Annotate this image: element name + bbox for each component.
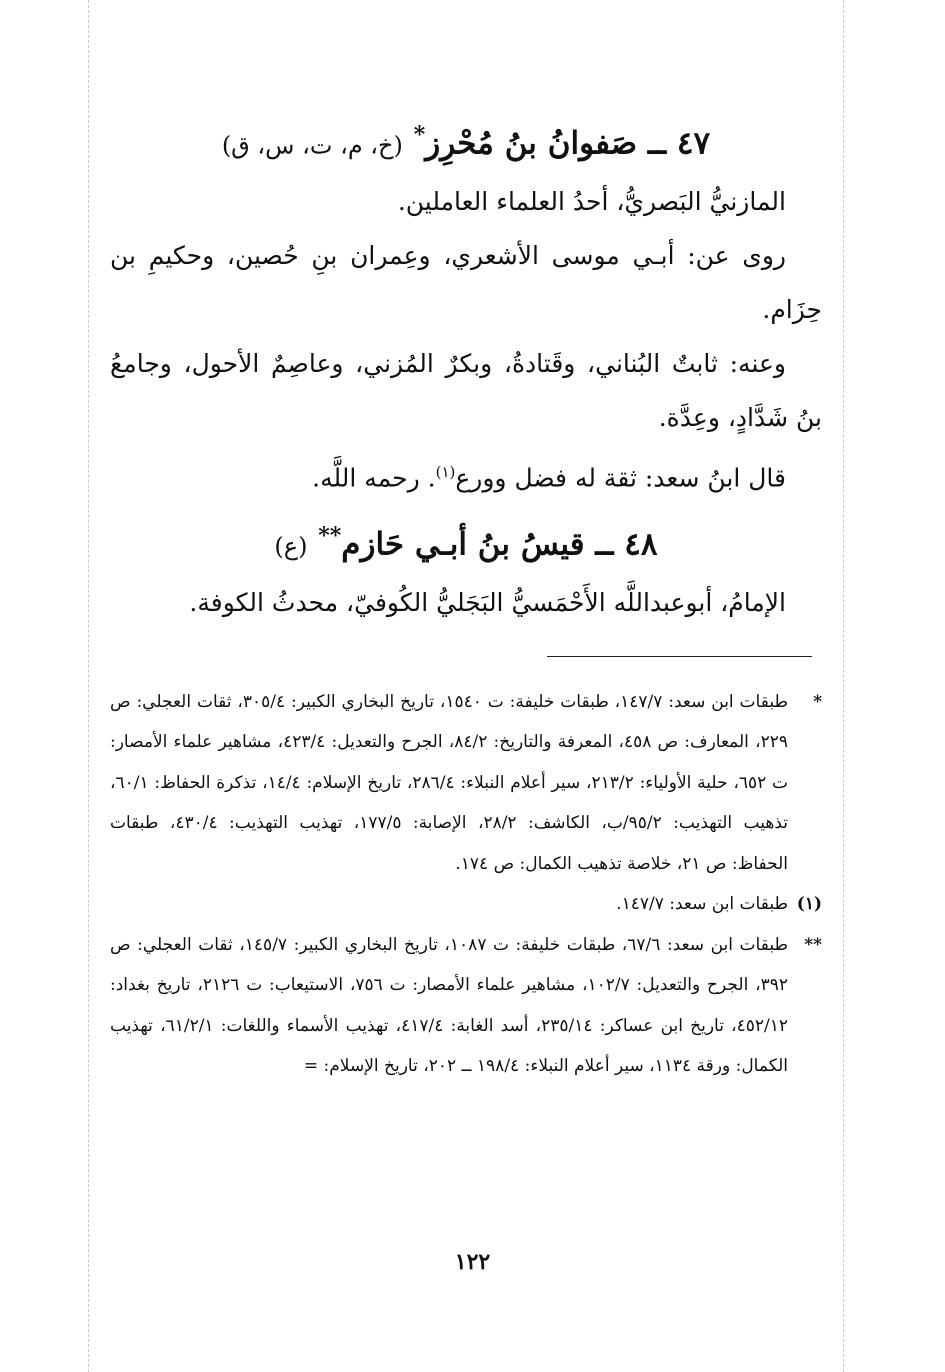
footnote-marker: * xyxy=(813,691,822,712)
footnote-item xyxy=(110,884,822,925)
entry-47-quote-text: قال ابنُ سعد: ثقة له فضل وورع xyxy=(455,463,786,493)
entry-47-quote xyxy=(110,445,822,505)
entry-47-narrators: وعنه: ثابتٌ البُناني، وقَتادةُ، وبكرٌ المُزني، وعاصِمٌ الأحول، وجامعُ بنُ شَدَّادٍ، وعِدَّة. xyxy=(110,349,822,433)
entry-47-heading xyxy=(110,105,822,175)
footnote-text: طبقات ابن سعد: ١٤٧/٧. xyxy=(616,894,788,915)
footnote-text: طبقات ابن سعد: ٦٧/٦، طبقات خليفة: ت ١٠٨٧، تاريخ البخاري الكبير: ١٤٥/٧، ثقات العجلي: ص ٣٩٢، الجرح والتعديل: ١٠٢/٧، مشاهير علماء الأمصار: ت ٧٥٦، الاستيعاب: ت ٢١٢٦، تاريخ بغداد: ٤٥٢/١٢، تاريخ ابن عساكر: ٢٣٥/١٤، أسد الغابة: ٤١٧/٤، تهذيب الأسماء واللغات: ٦١/٢/١، تهذيب الكمال: ورقة ١١٣٤، سير أعلام النبلاء: ١٩٨/٤ ــ ٢٠٢، تاريخ الإسلام: = xyxy=(110,934,789,1077)
left-page-guide xyxy=(88,0,89,1372)
entry-47-narrated-from: روى عن: أبـي موسى الأشعري، وعِمران بنِ حُصين، وحكيمِ بن حِزَام. xyxy=(110,241,822,325)
footnote-separator xyxy=(547,656,812,657)
entry-47-title: ٤٧ ــ صَفوانُ بنُ مُحْرِز xyxy=(425,125,711,162)
entry-48-title: ٤٨ ــ قيسُ بنُ أبـي حَازم xyxy=(341,525,658,562)
footnote-separator-area xyxy=(110,630,822,682)
right-page-guide xyxy=(843,0,844,1372)
entry-47-sigla: (خ، م، ت، س، ق) xyxy=(221,131,403,160)
page-number: ١٢٢ xyxy=(454,1249,491,1275)
entry-48-sigla: (ع) xyxy=(274,531,308,560)
footnote-marker: (١) xyxy=(796,894,822,915)
entry-48-description: الإمامُ، أبوعبداللَّه الأَحْمَسيُّ البَجَليُّ الكُوفيّ، محدثُ الكوفة. xyxy=(189,587,786,617)
entry-47-quote-tail: . رحمه اللَّه. xyxy=(312,463,436,493)
footnote-item xyxy=(110,925,822,1087)
footnote-item xyxy=(110,682,822,885)
footnote-ref-1: (١) xyxy=(435,463,456,482)
footnote-marker: ** xyxy=(804,934,822,955)
entry-48-heading xyxy=(110,506,822,576)
entry-47-footnote-mark: * xyxy=(413,122,426,148)
page-body xyxy=(110,105,822,1087)
entry-48-footnote-mark: ** xyxy=(318,522,342,549)
footnote-text: طبقات ابن سعد: ١٤٧/٧، طبقات خليفة: ت ١٥٤٠، تاريخ البخاري الكبير: ٣٠٥/٤، ثقات العجلي: ص ٢٢٩، المعارف: ص ٤٥٨، المعرفة والتاريخ: ٨٤/٢، الجرح والتعديل: ٤٢٣/٤، مشاهير علماء الأمصار: ت ٦٥٢، حلية الأولياء: ٢١٣/٢، سير أعلام النبلاء: ٢٨٦/٤، تاريخ الإسلام: ١٤/٤، تذكرة الحفاظ: ٦٠/١، تذهيب التهذيب: ٩٥/٢/ب، الكاشف: ٢٨/٢، الإصابة: ١٧٧/٥، تهذيب التهذيب: ٤٣٠/٤، طبقات الحفاظ: ص ٢١، خلاصة تذهيب الكمال: ص ١٧٤. xyxy=(110,691,789,874)
footnotes xyxy=(110,682,822,1087)
entry-47-description: المازنيُّ البَصريُّ، أحدُ العلماء العاملين. xyxy=(397,187,786,217)
